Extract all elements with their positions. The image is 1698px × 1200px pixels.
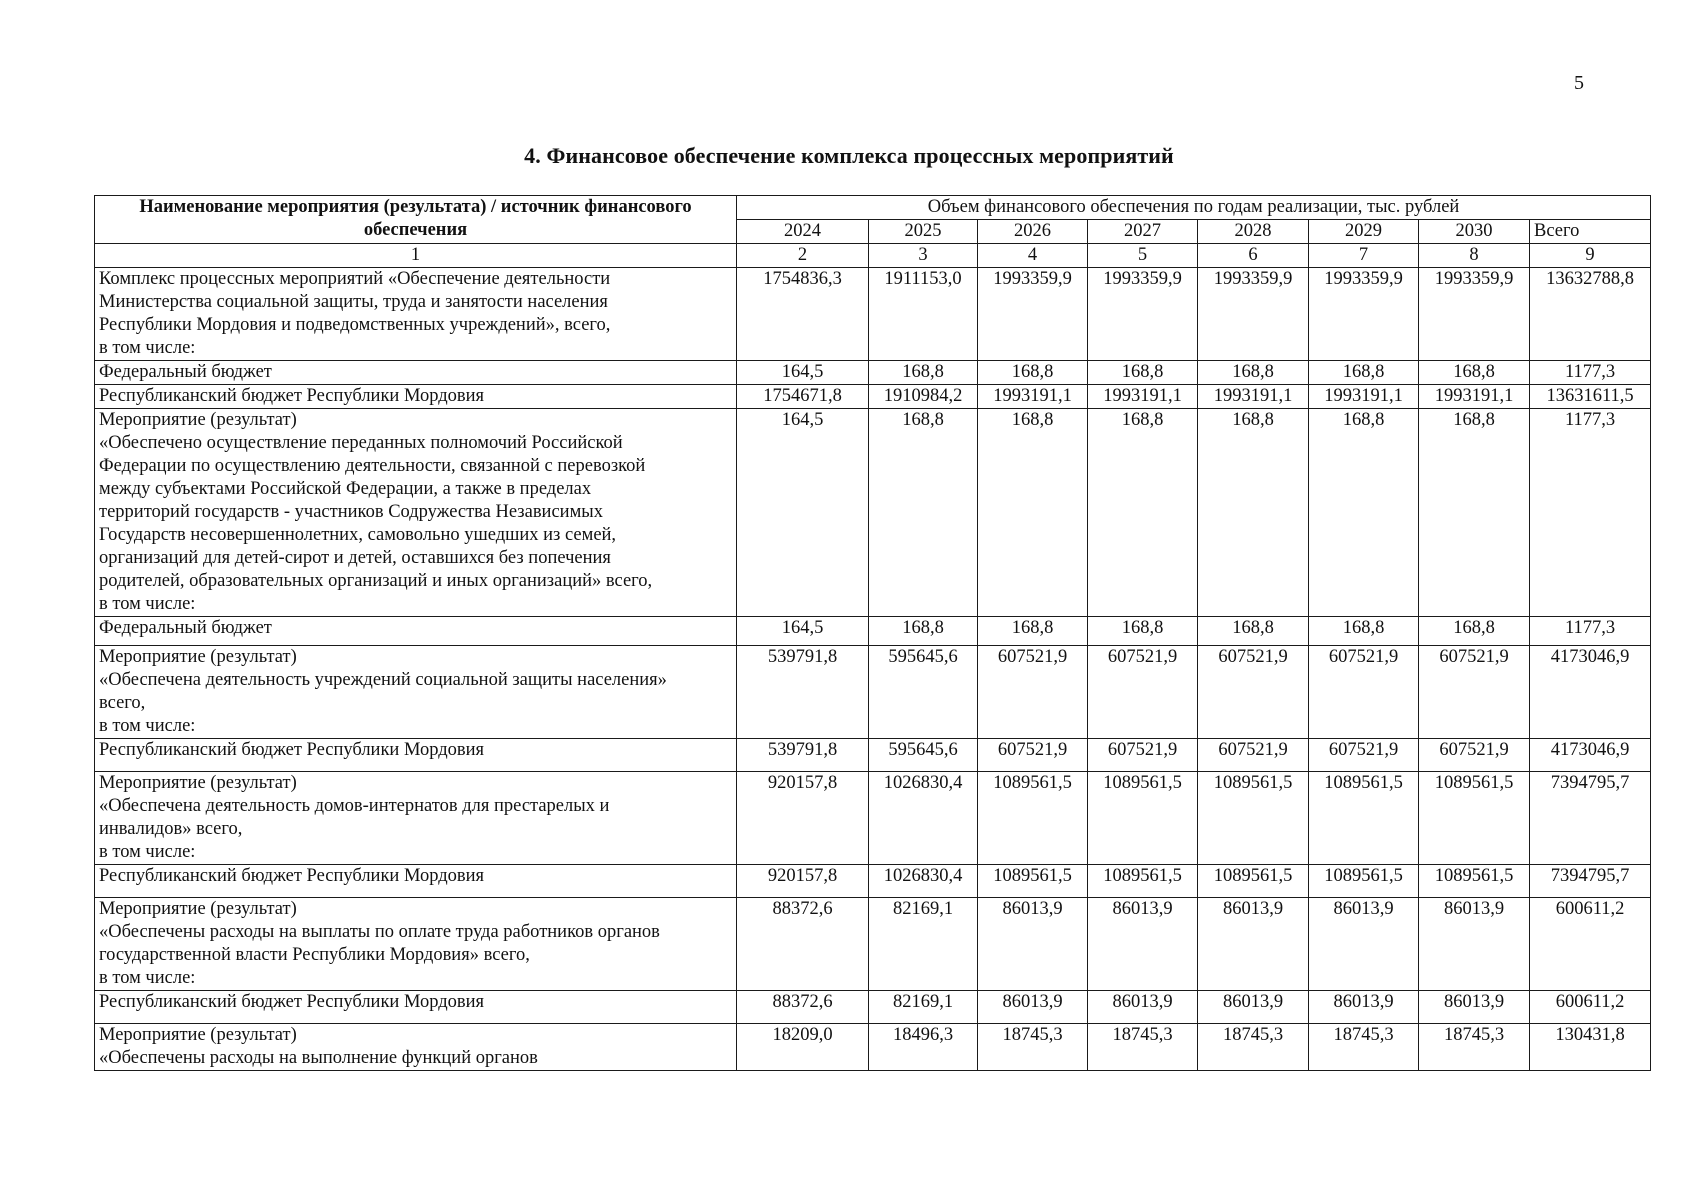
table-body bbox=[95, 268, 1651, 1071]
row-value-cell: 920157,8 bbox=[737, 772, 869, 865]
column-index: 9 bbox=[1530, 244, 1651, 268]
row-value-cell: 18745,3 bbox=[1088, 1024, 1198, 1071]
row-value-cell: 86013,9 bbox=[978, 898, 1088, 991]
column-index: 6 bbox=[1198, 244, 1309, 268]
row-value-cell: 82169,1 bbox=[869, 898, 978, 991]
row-value-cell: 1089561,5 bbox=[1309, 772, 1419, 865]
column-index: 7 bbox=[1309, 244, 1419, 268]
row-value-cell: 920157,8 bbox=[737, 865, 869, 898]
row-name-cell: Мероприятие (результат) «Обеспечены расходы на выполнение функций органов bbox=[95, 1024, 737, 1071]
table-row bbox=[95, 898, 1651, 991]
row-value-cell: 1993191,1 bbox=[1198, 385, 1309, 409]
row-value-cell: 168,8 bbox=[1198, 617, 1309, 646]
row-value-cell: 168,8 bbox=[869, 361, 978, 385]
row-name-cell: Республиканский бюджет Республики Мордовия bbox=[95, 991, 737, 1024]
row-value-cell: 168,8 bbox=[1419, 361, 1530, 385]
row-value-cell: 607521,9 bbox=[1088, 739, 1198, 772]
column-index-row bbox=[95, 244, 1651, 268]
row-total-cell: 13631611,5 bbox=[1530, 385, 1651, 409]
row-name-cell: Республиканский бюджет Республики Мордовия bbox=[95, 865, 737, 898]
table-row bbox=[95, 991, 1651, 1024]
row-value-cell: 1754671,8 bbox=[737, 385, 869, 409]
row-value-cell: 595645,6 bbox=[869, 739, 978, 772]
column-index: 4 bbox=[978, 244, 1088, 268]
column-index: 5 bbox=[1088, 244, 1198, 268]
page-number: 5 bbox=[1574, 72, 1584, 94]
row-total-cell: 7394795,7 bbox=[1530, 865, 1651, 898]
row-value-cell: 86013,9 bbox=[1088, 991, 1198, 1024]
row-value-cell: 164,5 bbox=[737, 361, 869, 385]
row-name-cell: Федеральный бюджет bbox=[95, 617, 737, 646]
row-value-cell: 1993359,9 bbox=[1309, 268, 1419, 361]
row-value-cell: 168,8 bbox=[1309, 409, 1419, 617]
column-index: 1 bbox=[95, 244, 737, 268]
row-value-cell: 539791,8 bbox=[737, 739, 869, 772]
row-value-cell: 168,8 bbox=[978, 617, 1088, 646]
row-value-cell: 607521,9 bbox=[978, 646, 1088, 739]
row-name-cell: Республиканский бюджет Республики Мордовия bbox=[95, 385, 737, 409]
financing-table bbox=[94, 195, 1651, 1071]
year-header: 2025 bbox=[869, 220, 978, 244]
row-value-cell: 1089561,5 bbox=[1088, 772, 1198, 865]
column-index: 2 bbox=[737, 244, 869, 268]
table-row bbox=[95, 865, 1651, 898]
row-name-cell: Мероприятие (результат) «Обеспечено осуществление переданных полномочий Российской Федерации по осуществлению деятельности, связанной с перевозкой между субъектами Российской Федерации, а также в пределах территорий государств - участников Содружества Независимых Государств несовершеннолетних, самовольно ушедших из семей, организаций для детей-сирот и детей, оставшихся без попечения родителей, образовательных организаций и иных организаций» всего, в том числе: bbox=[95, 409, 737, 617]
row-value-cell: 1026830,4 bbox=[869, 865, 978, 898]
row-value-cell: 86013,9 bbox=[1419, 898, 1530, 991]
row-value-cell: 88372,6 bbox=[737, 898, 869, 991]
row-name-cell: Федеральный бюджет bbox=[95, 361, 737, 385]
row-value-cell: 1089561,5 bbox=[1088, 865, 1198, 898]
row-value-cell: 607521,9 bbox=[1309, 739, 1419, 772]
row-value-cell: 168,8 bbox=[1198, 361, 1309, 385]
year-header: 2024 bbox=[737, 220, 869, 244]
column-index: 8 bbox=[1419, 244, 1530, 268]
row-value-cell: 168,8 bbox=[1088, 361, 1198, 385]
year-header: 2029 bbox=[1309, 220, 1419, 244]
row-name-cell: Комплекс процессных мероприятий «Обеспечение деятельности Министерства социальной защиты, труда и занятости населения Республики Мордовия и подведомственных учреждений», всего, в том числе: bbox=[95, 268, 737, 361]
year-header: 2027 bbox=[1088, 220, 1198, 244]
row-value-cell: 1993191,1 bbox=[1088, 385, 1198, 409]
row-value-cell: 1089561,5 bbox=[978, 865, 1088, 898]
row-value-cell: 168,8 bbox=[1309, 617, 1419, 646]
row-value-cell: 607521,9 bbox=[1088, 646, 1198, 739]
row-value-cell: 539791,8 bbox=[737, 646, 869, 739]
row-value-cell: 168,8 bbox=[869, 409, 978, 617]
year-header: 2028 bbox=[1198, 220, 1309, 244]
row-total-cell: 130431,8 bbox=[1530, 1024, 1651, 1071]
table-row bbox=[95, 268, 1651, 361]
header-row bbox=[95, 196, 1651, 220]
row-value-cell: 82169,1 bbox=[869, 991, 978, 1024]
row-value-cell: 86013,9 bbox=[1198, 898, 1309, 991]
row-value-cell: 1089561,5 bbox=[978, 772, 1088, 865]
row-value-cell: 1026830,4 bbox=[869, 772, 978, 865]
volume-group-header: Объем финансового обеспечения по годам реализации, тыс. рублей bbox=[737, 196, 1651, 220]
row-value-cell: 1993359,9 bbox=[1198, 268, 1309, 361]
row-value-cell: 1993191,1 bbox=[1419, 385, 1530, 409]
table-row bbox=[95, 1024, 1651, 1071]
row-name-cell: Мероприятие (результат) «Обеспечена деятельность учреждений социальной защиты населения» всего, в том числе: bbox=[95, 646, 737, 739]
row-value-cell: 164,5 bbox=[737, 617, 869, 646]
row-value-cell: 168,8 bbox=[1198, 409, 1309, 617]
row-value-cell: 1089561,5 bbox=[1198, 865, 1309, 898]
total-header: Всего bbox=[1530, 220, 1651, 244]
table-row bbox=[95, 409, 1651, 617]
row-total-cell: 600611,2 bbox=[1530, 898, 1651, 991]
row-value-cell: 18209,0 bbox=[737, 1024, 869, 1071]
row-value-cell: 1089561,5 bbox=[1419, 865, 1530, 898]
row-value-cell: 168,8 bbox=[1088, 617, 1198, 646]
row-value-cell: 168,8 bbox=[1309, 361, 1419, 385]
row-total-cell: 7394795,7 bbox=[1530, 772, 1651, 865]
row-total-cell: 1177,3 bbox=[1530, 617, 1651, 646]
row-value-cell: 607521,9 bbox=[1419, 646, 1530, 739]
table-row bbox=[95, 646, 1651, 739]
page-title: 4. Финансовое обеспечение комплекса процессных мероприятий bbox=[524, 143, 1174, 168]
row-value-cell: 86013,9 bbox=[1309, 991, 1419, 1024]
row-value-cell: 86013,9 bbox=[978, 991, 1088, 1024]
row-total-cell: 4173046,9 bbox=[1530, 739, 1651, 772]
row-value-cell: 1089561,5 bbox=[1198, 772, 1309, 865]
row-value-cell: 18745,3 bbox=[1198, 1024, 1309, 1071]
row-value-cell: 168,8 bbox=[1419, 617, 1530, 646]
row-value-cell: 607521,9 bbox=[1198, 739, 1309, 772]
row-value-cell: 88372,6 bbox=[737, 991, 869, 1024]
table-row bbox=[95, 617, 1651, 646]
row-value-cell: 1089561,5 bbox=[1309, 865, 1419, 898]
row-value-cell: 168,8 bbox=[978, 361, 1088, 385]
row-value-cell: 18496,3 bbox=[869, 1024, 978, 1071]
name-column-header: Наименование мероприятия (результата) / источник финансового обеспечения bbox=[95, 196, 737, 244]
row-value-cell: 1910984,2 bbox=[869, 385, 978, 409]
row-value-cell: 607521,9 bbox=[1309, 646, 1419, 739]
year-header: 2030 bbox=[1419, 220, 1530, 244]
row-value-cell: 1911153,0 bbox=[869, 268, 978, 361]
row-value-cell: 607521,9 bbox=[978, 739, 1088, 772]
row-name-cell: Мероприятие (результат) «Обеспечены расходы на выплаты по оплате труда работников органов государственной власти Республики Мордовия» всего, в том числе: bbox=[95, 898, 737, 991]
row-total-cell: 1177,3 bbox=[1530, 361, 1651, 385]
row-total-cell: 4173046,9 bbox=[1530, 646, 1651, 739]
row-value-cell: 607521,9 bbox=[1198, 646, 1309, 739]
row-value-cell: 1993191,1 bbox=[978, 385, 1088, 409]
row-value-cell: 86013,9 bbox=[1309, 898, 1419, 991]
table-row bbox=[95, 772, 1651, 865]
row-value-cell: 86013,9 bbox=[1088, 898, 1198, 991]
table-row bbox=[95, 739, 1651, 772]
row-value-cell: 168,8 bbox=[869, 617, 978, 646]
row-total-cell: 13632788,8 bbox=[1530, 268, 1651, 361]
table-row bbox=[95, 361, 1651, 385]
row-value-cell: 168,8 bbox=[978, 409, 1088, 617]
row-value-cell: 1993191,1 bbox=[1309, 385, 1419, 409]
row-name-cell: Мероприятие (результат) «Обеспечена деятельность домов-интернатов для престарелых и инвалидов» всего, в том числе: bbox=[95, 772, 737, 865]
row-value-cell: 18745,3 bbox=[1309, 1024, 1419, 1071]
row-value-cell: 86013,9 bbox=[1198, 991, 1309, 1024]
row-value-cell: 168,8 bbox=[1419, 409, 1530, 617]
row-value-cell: 607521,9 bbox=[1419, 739, 1530, 772]
row-value-cell: 595645,6 bbox=[869, 646, 978, 739]
year-header: 2026 bbox=[978, 220, 1088, 244]
table-row bbox=[95, 385, 1651, 409]
row-value-cell: 1993359,9 bbox=[1088, 268, 1198, 361]
row-value-cell: 86013,9 bbox=[1419, 991, 1530, 1024]
row-value-cell: 1993359,9 bbox=[1419, 268, 1530, 361]
row-name-cell: Республиканский бюджет Республики Мордовия bbox=[95, 739, 737, 772]
row-value-cell: 1993359,9 bbox=[978, 268, 1088, 361]
row-value-cell: 1089561,5 bbox=[1419, 772, 1530, 865]
row-total-cell: 1177,3 bbox=[1530, 409, 1651, 617]
row-total-cell: 600611,2 bbox=[1530, 991, 1651, 1024]
row-value-cell: 1754836,3 bbox=[737, 268, 869, 361]
row-value-cell: 18745,3 bbox=[978, 1024, 1088, 1071]
row-value-cell: 164,5 bbox=[737, 409, 869, 617]
row-value-cell: 168,8 bbox=[1088, 409, 1198, 617]
row-value-cell: 18745,3 bbox=[1419, 1024, 1530, 1071]
column-index: 3 bbox=[869, 244, 978, 268]
